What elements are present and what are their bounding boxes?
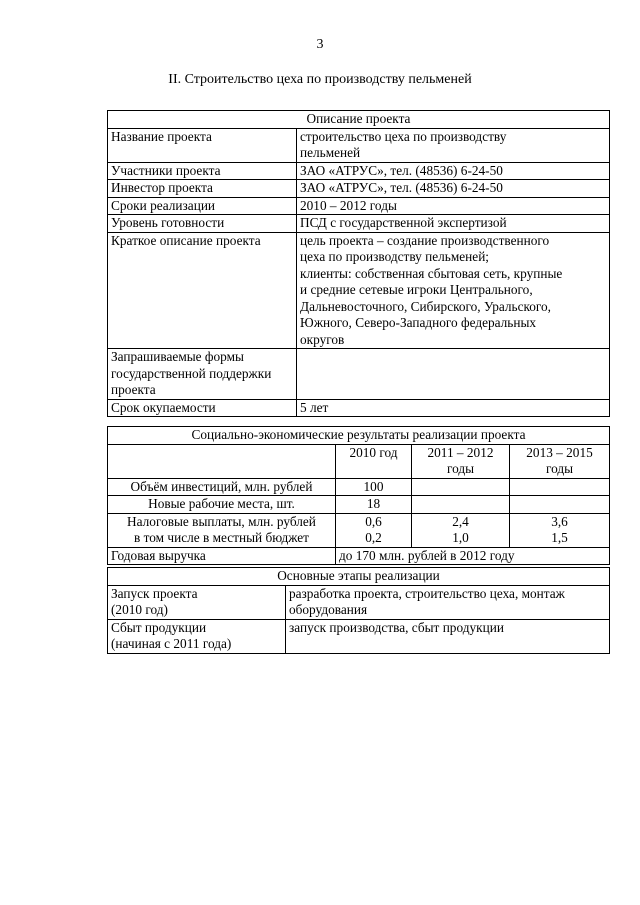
table-row [108, 232, 610, 349]
table-row [108, 162, 610, 180]
row-label: Новые рабочие места, шт. [108, 496, 336, 514]
cell-value [412, 496, 510, 514]
stages-header: Основные этапы реализации [108, 568, 610, 586]
row-value: 5 лет [297, 399, 610, 417]
row-value: ЗАО «АТРУС», тел. (48536) 6-24-50 [297, 180, 610, 198]
row-value: разработка проекта, строительство цеха, монтаж оборудования [286, 585, 610, 619]
table-row [108, 197, 610, 215]
table-row [108, 478, 610, 496]
row-value: строительство цеха по производству пельменей [297, 128, 610, 162]
row-label: Краткое описание проекта [108, 232, 297, 349]
cell-value [510, 478, 610, 496]
row-value: ЗАО «АТРУС», тел. (48536) 6-24-50 [297, 162, 610, 180]
row-value: 2010 – 2012 годы [297, 197, 610, 215]
column-header: 2010 год [336, 444, 412, 478]
row-label: Название проекта [108, 128, 297, 162]
row-label: Инвестор проекта [108, 180, 297, 198]
row-value: цель проекта – создание производственного цеха по производству пельменей; клиенты: собственная сбытовая сеть, крупные и средние сетевые игроки Центрального, Дальневосточного, Сибирского, Уральского, Южного, Северо-Западного федеральных округов [297, 232, 610, 349]
column-header-row [108, 444, 610, 478]
row-label: Объём инвестиций, млн. рублей [108, 478, 336, 496]
table-row [108, 215, 610, 233]
description-header: Описание проекта [108, 111, 610, 129]
empty-header-cell [108, 444, 336, 478]
cell-value [510, 496, 610, 514]
socio-economic-results-table [107, 426, 610, 565]
cell-value: 100 [336, 478, 412, 496]
cell-value: 3,6 1,5 [510, 513, 610, 547]
cell-value: 18 [336, 496, 412, 514]
table-row [108, 349, 610, 400]
cell-value: 0,6 0,2 [336, 513, 412, 547]
table-row [108, 619, 610, 653]
project-description-table [107, 110, 610, 417]
column-header: 2013 – 2015 годы [510, 444, 610, 478]
section-title: II. Строительство цеха по производству пельменей [168, 72, 472, 87]
results-header: Социально-экономические результаты реализации проекта [108, 427, 610, 445]
table-row [108, 180, 610, 198]
row-label: Запуск проекта (2010 год) [108, 585, 286, 619]
row-label: Годовая выручка [108, 547, 336, 565]
cell-value [412, 478, 510, 496]
implementation-stages-table [107, 567, 610, 654]
table-row [108, 399, 610, 417]
table-header-row [108, 568, 610, 586]
cell-value: до 170 млн. рублей в 2012 году [336, 547, 610, 565]
table-row [108, 585, 610, 619]
page-number: 3 [316, 37, 324, 52]
table-header-row [108, 427, 610, 445]
row-value [297, 349, 610, 400]
column-header: 2011 – 2012 годы [412, 444, 510, 478]
table-row [108, 547, 610, 565]
row-value: ПСД с государственной экспертизой [297, 215, 610, 233]
table-row [108, 513, 610, 547]
table-row [108, 496, 610, 514]
row-label: Срок окупаемости [108, 399, 297, 417]
row-label: Запрашиваемые формы государственной поддержки проекта [108, 349, 297, 400]
cell-value: 2,4 1,0 [412, 513, 510, 547]
row-label: Сбыт продукции (начиная с 2011 года) [108, 619, 286, 653]
row-label: Уровень готовности [108, 215, 297, 233]
row-label: Участники проекта [108, 162, 297, 180]
row-label: Налоговые выплаты, млн. рублей в том числе в местный бюджет [108, 513, 336, 547]
table-header-row [108, 111, 610, 129]
row-value: запуск производства, сбыт продукции [286, 619, 610, 653]
table-row [108, 128, 610, 162]
row-label: Сроки реализации [108, 197, 297, 215]
